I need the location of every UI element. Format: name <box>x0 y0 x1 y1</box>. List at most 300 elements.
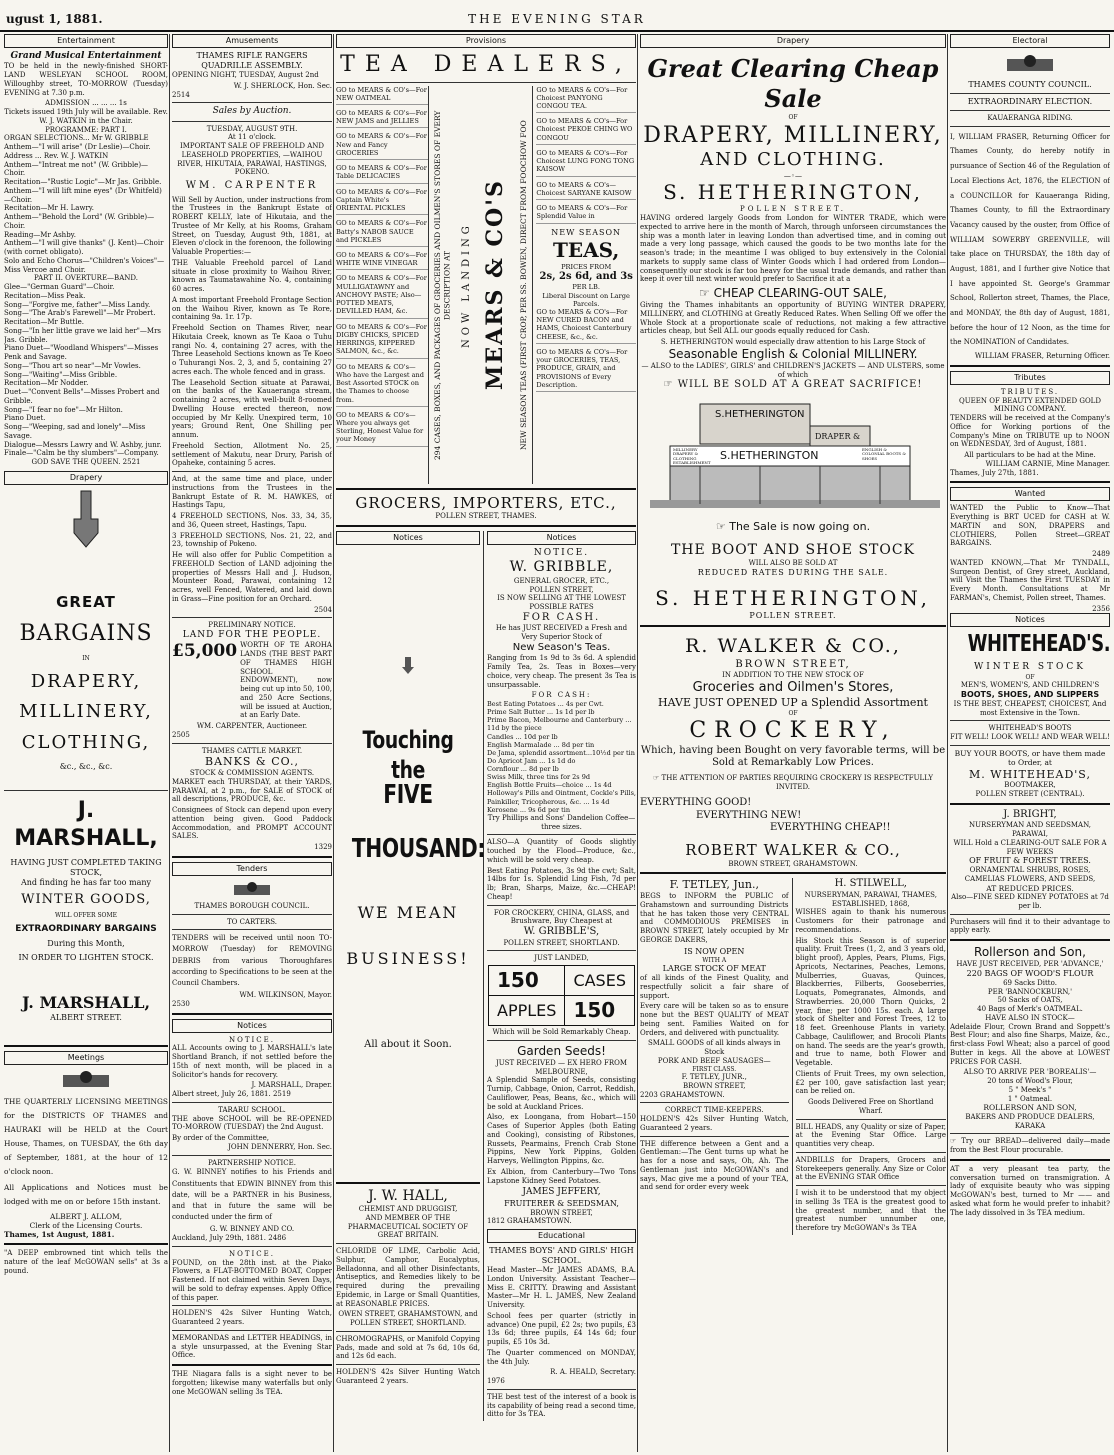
prices: 2s, 2s 6d, and 3s <box>539 270 633 282</box>
section-header: Drapery <box>640 34 946 48</box>
carp-body2: THE Valuable Freehold parcel of Land situate in close proximity to Waihou River, known as Taumatawahine No. 4, containing 60 acres. <box>172 258 332 293</box>
boot-sub2: REDUCED RATES DURING THE SALE. <box>697 567 889 577</box>
divider <box>950 720 1110 721</box>
boots-shoes: BOOTS, SHOES, AND SLIPPERS <box>960 689 1100 699</box>
drapery-heading: DRAPERY, <box>30 670 142 692</box>
hetherington: S. HETHERINGTON, <box>663 180 923 205</box>
divider <box>336 82 636 83</box>
mears-item: GO to MEARS & CO's—Who have the Largest and Best Assorted STOCK on the Thames to choose from. <box>336 363 428 407</box>
tetley-sig: F. TETLEY, JUNR., <box>681 1073 747 1081</box>
we-mean: WE MEAN <box>357 903 459 922</box>
best-test: THE best test of the interest of a book is its capability of being read a second time, ditto for 3s TEA. <box>487 1392 636 1419</box>
five: FIVE <box>383 780 433 810</box>
sacrifice: ☞ WILL BE SOLD AT A GREAT SACRIFICE! <box>663 379 923 391</box>
divider <box>172 1102 332 1103</box>
trib-body2: All particulars to be had at the Mine. <box>964 451 1096 460</box>
tetley-ad <box>640 878 793 1235</box>
dandelion-coffee: Try Phillips and Sons' Dandelion Coffee—three sizes. <box>487 813 636 831</box>
m-whiteheads: M. WHITEHEAD'S, <box>969 767 1091 781</box>
mears-item: GO to MEARS & CO's—For NEW JAMS and JELLIES <box>336 109 428 128</box>
opened: HAVE JUST OPENED UP a Splendid Assortment <box>658 696 928 709</box>
auction-date: TUESDAY, AUGUST 9TH. <box>206 124 298 133</box>
meetings-body: THE QUARTERLY LICENSING MEETINGS for the DISTRICTS OF THAMES and HAURAKI will be HELD at the Court House, Thames, on TUESDAY, the 6th day of September, 1881, at the hour of 12 o'clock noon. <box>4 1097 168 1177</box>
fraser-body: I, WILLIAM FRASER, Returning Officer for Thames County, do hereby notify in pursuance of Section 46 of the Regulation of Local Elections Act, 1876, the ELECTION of a COUNCILLOR for Kauaeranga Riding, Thames County, to fill the Extraordinary Vacancy caused by the ouster, from Office of WILLIAM SOWERBY GREENVILLE, will take place on THURSDAY, the 18th day of August, 1881, and I further give Notice that I have appointed St. George's Grammar School, Rollerton street, Thames, the Place, and MONDAY, the 8th day of August, 1881, before the hour of 12 Noon, as the time for the NOMINATION of Candidates. <box>950 132 1110 347</box>
bright-heading: J. BRIGHT, <box>1003 808 1057 820</box>
divider <box>336 1182 480 1184</box>
apples-table <box>488 965 635 1026</box>
in-stock: HAVE ALSO IN STOCK— <box>985 1013 1075 1022</box>
oatmeal: 40 Bags of Merk's OATMEAL. <box>977 1005 1083 1014</box>
vert-text-4: NEW SEASON TEAS (FIRST CROP, PER SS. BOWEN, DIRECT FROM FOOCHOW FOO <box>518 119 528 450</box>
pollen-street-2: POLLEN STREET. <box>749 610 837 620</box>
everything-good: EVERYTHING GOOD! <box>640 797 752 809</box>
programme-part2: Glee—"German Guard"—Choir. Recitation—Miss Peak. Song—"Forgive me, father"—Miss Landy. Song—"The Arab's Farewell"—Mr Probert. Recitation—Mr Buttle. Song—"In her little grave we laid her"—Mrs Jas. Gribble. Piano Duet—"Woodland Whispers"—Misses Penk and Savage. Song—"Thou art so near"—Mr Vowles. Song—"Waiting"—Miss Gribble. Recitation—Mr Nodder. Duet—"Convent Bells"—Misses Probert and Gribble. Song—"I fear no foe"—Mr Hilton. Piano Duet. Song—"Weeping, sad and lonely"—Miss Savage. Dialogue—Messrs Lawry and W. Ashby, junr. Finale—"Calm be thy slumbers"—Company. <box>4 283 162 458</box>
gribble-address: POLLEN STREET, <box>529 585 594 594</box>
bootmaker: BOOTMAKER, <box>1004 781 1056 790</box>
seeds-body2: A Splendid Sample of Seeds, consisting Turnip, Cabbage, Onion, Carrot, Reddish, Cauliflower, Peas, Beans, &c., which will be sold at Auckland Prices. <box>487 1076 636 1111</box>
wanted-1: WANTED the Public to Know—That Everything is BRT UCED for CASH at W. MARTIN and SON, DRAPERS and CLOTHIERS, Pollen Street—GREAT BARGAINS. <box>950 504 1110 548</box>
karaka: KARAKA <box>1014 1121 1046 1130</box>
section-header: Notices <box>172 1019 332 1033</box>
bannockburn: PER 'BANNOCKBURN,' <box>987 987 1073 996</box>
sign-top: S.HETHERINGTON <box>715 408 805 420</box>
divider <box>950 126 1110 127</box>
section-header: Wanted <box>950 487 1110 501</box>
holden-watch-3: HOLDEN'S 42s Silver Hunting Watch, Guaranteed 2 years. <box>640 1115 789 1132</box>
section-header: Tenders <box>172 862 332 876</box>
divider <box>172 743 332 744</box>
banks-co: BANKS & CO., <box>205 755 299 769</box>
divider <box>172 121 332 122</box>
new-season: NEW SEASON <box>551 227 622 237</box>
divider <box>487 1389 636 1390</box>
table-cell: APPLES <box>489 996 565 1026</box>
column-rule <box>947 34 948 1452</box>
chromographs: CHROMOGRAPHS, or Manifold Copying Pads, made and sold at 7s 6d, 10s 6d, and 12s 6d each. <box>336 1334 480 1361</box>
auction-time: At 11 o'clock. <box>227 133 276 142</box>
tararu-by: By order of the Committee, <box>172 1134 270 1143</box>
gribble-notice: NOTICE. <box>533 548 590 558</box>
high-school: THAMES BOYS' AND GIRLS' HIGH SCHOOL. <box>489 1246 634 1265</box>
robert-walker: ROBERT WALKER & CO., <box>685 840 901 859</box>
touching-the: Touching the <box>362 726 454 784</box>
fraser-sig: WILLIAM FRASER, Returning Officer. <box>974 352 1110 361</box>
pollen-street: POLLEN STREET, THAMES. <box>435 512 537 521</box>
bread: ☞ Try our BREAD—delivered daily—made from the Best Flour procurable. <box>950 1137 1110 1155</box>
divider <box>172 1013 332 1015</box>
hall-sub2: AND MEMBER OF THE PHARMACEUTICAL SOCIETY OF GREAT BRITAIN. <box>347 1213 469 1240</box>
god-save-queen: GOD SAVE THE QUEEN. 2521 <box>31 458 141 466</box>
hand-icon: ☞ <box>950 1137 962 1146</box>
clothing-heading: CLOTHING, <box>21 731 151 753</box>
mears-item: GO to MEARS & CO's—For your GROCERIES, TEAS, PRODUCE, GRAIN, and PROVISIONS of Every Description. <box>536 348 636 392</box>
arrive-3: 1 " Oatmeal. <box>1007 1094 1053 1103</box>
fruit-trees: OF FRUIT & FOREST TREES. <box>969 856 1091 866</box>
bright-body: WILL Hold a CLEARING-OUT SALE FOR A FEW WEEKS <box>953 838 1107 856</box>
mears-item: GO to MEARS & CO's—For Choicest PANYONG CONGOU TEA. <box>536 86 636 114</box>
tararu-school: TARARU SCHOOL. <box>218 1105 286 1114</box>
carp-body10: He will also offer for Public Competition a FREEHOLD Section of LAND adjoining the properties of Messrs Hall and J. Hudson, Mounteer Road, Parawai, containing 12 acres, well Fenced, Watered, and laid down in Grass—Fine position for an Orchard. <box>172 551 332 603</box>
gribble-sub: GENERAL GROCER, ETC., <box>513 576 610 585</box>
mears-left-list <box>336 86 428 484</box>
section-header: Provisions <box>336 34 636 48</box>
divider <box>950 365 1110 367</box>
tetley-body3: Every care will be taken so as to ensure none but the BEST QUALITY of MEAT being sent. Families Waited on for Orders, and delivered with punctuality. <box>640 1002 789 1037</box>
sign-right: ENGLISH & COLONIAL BOOTS & SHOES <box>862 446 906 461</box>
carp-number: 2504 <box>314 605 332 614</box>
flour-69: 69 Sacks Ditto. <box>1003 978 1057 987</box>
divider <box>950 914 1110 915</box>
partner-body: G. W. BINNEY notifies to his Friends and Constituents that EDWIN BINNEY from this date, will be a PARTNER in his Business, and that in future the same will be conducted under the firm of <box>172 1168 332 1222</box>
store-illustration <box>640 396 946 516</box>
column-5 <box>950 34 1110 1452</box>
school-number: 1976 <box>487 1377 505 1385</box>
flood-goods: ALSO—A Quantity of Goods slightly touched by the Flood—Produce, &c., which will be sold very cheap. <box>487 838 636 864</box>
notice-heading: NOTICE. <box>229 1035 275 1044</box>
thousand: THOUSAND: <box>351 834 486 864</box>
school-fees: School fees per quarter (strictly in advance) One pupil, £2 2s; two pupils, £3 13s 6d; three pupils, £4 14s 6d; four pupils, £5 10s 3d. <box>487 1311 636 1346</box>
column-rule <box>637 34 638 1452</box>
divider <box>796 1152 946 1153</box>
carp-body8: 4 FREEHOLD SECTIONS, Nos. 33, 34, 35, and 36, Queen street, Hastings, Tapu. <box>172 512 332 529</box>
mears-banner <box>428 86 534 484</box>
divider <box>172 914 332 915</box>
fit-well: FIT WELL! LOOK WELL! AND WEAR WELL! <box>950 733 1110 742</box>
hetherington-2: S. HETHERINGTON, <box>655 585 931 610</box>
partner-date: Auckland, July 29th, 1881. 2486 <box>172 1234 287 1243</box>
heth-body2: Giving the Thames inhabitants an opportunity of BUYING WINTER DRAPERY, MILLINERY, and CLOTHING at Greatly Reduced Rates. When Selling Off we offer the Whole Stock at a proportionate scale of reductions, not making a few attractive articles cheap, but Sell ALL our goods equally reduced for Cash. <box>640 301 946 336</box>
divider <box>172 102 332 103</box>
mens-womens: MEN'S, WOMEN'S, AND CHILDREN'S <box>960 681 1100 690</box>
section-header: Educational <box>487 1229 636 1243</box>
price-list: Best Eating Potatoes ... 4s per Cwt. Prime Salt Butter ... 1s 1d per lb Prime Bacon, Melbourne and Canterbury ... 11d by the piece Candles ... 10d per lb English Marmalade ... 8d per tin De Jama, splendid assortment...10½d per tin Do Apricot Jam ... 1s 1d do Cornflour ... 8d per lb Swiss Milk, three tins for 2s 9d English Bottle Fruits—choice ... 1s 4d Holloway's Pills and Ointment, Cockle's Pills, Painkiller, Tricopherous, &c. ... 1s 4d Kerosene ... 9s 6d per tin <box>487 700 636 814</box>
gribbles-address: POLLEN STREET, SHORTLAND. <box>503 938 620 947</box>
handbills: ANDBILLS for Drapers, Grocers and Storekeepers generally. Any Size or Color at the EVENING STAR Office <box>795 1155 946 1182</box>
divider <box>640 625 946 627</box>
pointing-hand-icon <box>66 489 106 549</box>
rollerson-sig: ROLLERSON AND SON, <box>983 1103 1077 1113</box>
hand-icon: ☞ <box>715 519 730 533</box>
important-sale: IMPORTANT SALE OF FREEHOLD AND LEASEHOLD PROPERTIES, —WAIHOU RIVER, HIKUTAIA, PARAWAI, HASTINGS, POKENO. <box>177 142 327 177</box>
section-header: Electoral <box>950 34 1110 48</box>
of-text: OF <box>788 114 798 121</box>
heth-body: HAVING ordered largely Goods from London for WINTER TRADE, which were expected to arrive here in the month of March, through unforseen circumstances the ship was a month later in leaving London than advertised time, and in coming out made a very long passage, which caused the goods to be two months late for the season's trade; in the meantime I was obliged to buy extensively in the Colonial markets to supply same class of Winter Goods which I had ordered from London—consequently our stock is far too heavy for the usual trade demands, and rather than keep it over till next winter would prefer to Sacrifice it at a <box>640 214 946 284</box>
walker-heading: R. WALKER & CO., <box>685 634 901 657</box>
marshall-body2: And finding he has far too many <box>20 878 152 887</box>
albert-street: ALBERT STREET. <box>50 1013 122 1022</box>
rollerson-sub: BAKERS AND PRODUCE DEALERS, <box>965 1112 1095 1121</box>
divider <box>336 525 636 527</box>
hand-icon: ☞ <box>699 286 714 300</box>
wilkinson-sig: WM. WILKINSON, Mayor. <box>239 991 332 1000</box>
flood-prices: Best Eating Potatoes, 3s 9d the cwt; Salt, 14lbs for 1s. Splendid Ling Fish, 7d per lb; Bran, Sharps, Maize, &c.—CHEAP! Cheap! <box>487 866 636 901</box>
rollerson-heading: Rollerson and Son, <box>974 945 1086 960</box>
stilwell-body: WISHES again to thank his numerous Customers for their patronage and recommendations. <box>795 908 946 934</box>
wanted-2: WANTED KNOWN,—That Mr TYNDALL, Surgeon Dentist, of Grey street, Auckland, will Visit the Thames the First TUESDAY in Every Month. Consultations at Mr FARMAN's, Chemist, Pollen street, Thames. <box>950 558 1110 602</box>
vert-mears: MEARS & CO'S <box>482 179 509 390</box>
masthead-title: THE EVENING STAR <box>468 12 646 26</box>
for-cash: FOR CASH. <box>522 611 601 623</box>
wanted-1-number: 2489 <box>1092 550 1110 559</box>
carpenter: WM. CARPENTER <box>185 180 319 191</box>
notice-date: Albert street, July 26, 1881. 2519 <box>172 1090 291 1099</box>
section-header: Tributes <box>950 371 1110 385</box>
new-season-teas: New Season's Teas. <box>512 641 611 653</box>
with-a: WITH A <box>702 956 727 964</box>
tararu-body: THE above SCHOOL will be RE-OPENED TO-MORROW (TUESDAY) the 2nd August. <box>172 1114 332 1132</box>
seeds-body: JUST RECEIVED — EX HERO FROM MELBOURNE, <box>495 1058 628 1076</box>
tararu-sig: JOHN DENNERRY, Hon. Sec. <box>228 1142 332 1151</box>
bargains-heading: BARGAINS <box>19 620 153 646</box>
concert-title: Grand Musical Entertainment <box>10 51 162 61</box>
brown-street: BROWN STREET, <box>735 658 851 670</box>
prelim-notice: PRELIMINARY NOTICE. <box>208 621 296 630</box>
five-thousand-pounds: £5,000 <box>172 641 238 662</box>
borough-council: THAMES BOROUGH COUNCIL. <box>194 901 310 910</box>
sold-cheap: Which will be Sold Remarkably Cheap. <box>492 1028 631 1036</box>
tetley-address: BROWN STREET, <box>682 1081 746 1090</box>
mears-item: GO to MEARS & CO's—For Batty's NABOB SAUCE and PICKLES <box>336 219 428 247</box>
programme-header: PROGRAMME: PART I. <box>45 125 127 134</box>
whiteheads-heading: WHITEHEAD'S. <box>967 631 1110 658</box>
divider <box>950 745 1110 746</box>
mears-item: GO to MEARS & CO's—Choicest SARYANE KAISOW <box>536 181 636 200</box>
all-about-it: All about it Soon. <box>364 1039 452 1050</box>
pounds-body: WORTH OF TE AROHA LANDS (THE BEST PART OF THAMES HIGH SCHOOL ENDOWMENT), now being cut up into 50, 100, and 250 Acre Sections, will be issued at Auction, at an Early Date. <box>240 641 332 720</box>
tetley-body2: of all kinds of the Finest Quality, and respectfully solicit a fair share of support. <box>640 974 789 1000</box>
flour-220: 220 BAGS OF WOOD'S FLOUR <box>966 968 1094 978</box>
found-body: FOUND, on the 28th inst. at the Piako Flowers, a FLAT-BOTTOMED BOAT, Copper Fastened. If not claimed within Seven Days, will be sold to defray expenses. Apply Office of this paper. <box>172 1258 332 1302</box>
now-open: IS NOW OPEN <box>684 946 745 956</box>
jeffery-number: 1812 GRAHAMSTOWN. <box>487 1217 572 1226</box>
queen-beauty: QUEEN OF BEAUTY EXTENDED GOLD MINING COMPANY. <box>959 396 1101 414</box>
carp-body7: And, at the same time and place, under instructions from the Trustees in the Bankrupt Estate of R. M. HAWKES, of Hastings Tapu, <box>172 475 332 510</box>
crest-icon <box>1005 52 1055 76</box>
just-landed: JUST LANDED, <box>534 954 589 963</box>
rifle-number: 2514 <box>172 90 190 99</box>
boot-sub: WILL ALSO BE SOLD AT <box>748 559 838 567</box>
in-text: IN <box>82 655 90 662</box>
divider <box>172 1246 332 1247</box>
mears-item: GO to MEARS & CO's—For MULLIGATAWNY and ANCHOVY PASTE; Also—POTTED MEATS, DEVILLED HAM, &c. <box>336 274 428 318</box>
gribble-body3: Ranging from 1s 9d to 3s 6d. A splendid Family Tea, 2s. Teas in Boxes—very choice, very cheap. The present 3s Tea is unsurpassable. <box>487 654 636 689</box>
sign-draper: DRAPER & <box>815 431 861 441</box>
jeffery-address: BROWN STREET, <box>530 1208 593 1217</box>
everything-new: EVERYTHING NEW! <box>696 809 802 821</box>
great-clearing-sale: Great Clearing Cheap Sale <box>647 54 939 113</box>
section-header: Notices <box>950 613 1110 627</box>
stilwell-body3: Clients of Fruit Trees, my own selection, £2 per 100, gave satisfaction last year; can be relied on. <box>795 1069 946 1096</box>
holden-watch: HOLDEN'S 42s Silver Hunting Watch, Guaranteed 2 years. <box>172 1309 332 1327</box>
trib-date: Thames, July 27th, 1881. <box>950 468 1039 477</box>
tickets: Tickets issued 19th July will be available. Rev. W. J. WATKIN in the Chair. <box>4 108 168 125</box>
partnership-notice: PARTNERSHIP NOTICE. <box>207 1158 297 1167</box>
divider <box>796 1119 946 1120</box>
oats: 50 Sacks of OATS, <box>997 996 1063 1005</box>
cattle-market: THAMES CATTLE MARKET. <box>201 746 303 755</box>
carp-body3: A most important Freehold Frontage Section on the Waihou River, known as Te Rore, containing 9a. 1r. 17p. <box>172 295 332 322</box>
divider <box>4 790 168 791</box>
tetley-body: BEGS to INFORM the PUBLIC of Grahamstown and surrounding Districts that he has taken those very CENTRAL and COMMODIOUS PREMISES in BROWN STREET, lately occupied by Mr GEORGE DAKERS, <box>640 892 789 944</box>
cheap-clearing-out: ☞ CHEAP CLEARING-OUT SALE, <box>699 286 887 300</box>
school-body: Head Master—Mr JAMES ADAMS, B.A. London University. Assistant Teacher—Miss E. CRITTY. Drawing and Assistant Master—Mr H. L. JAMES, New Zealand University. <box>487 1266 636 1309</box>
divider <box>950 803 1110 805</box>
section-header: Entertainment <box>4 34 168 48</box>
rifle-body: OPENING NIGHT, TUESDAY, August 2nd <box>172 71 319 79</box>
divider <box>950 1133 1110 1134</box>
crest-icon <box>61 1069 111 1091</box>
rifle-rangers: THAMES RIFLE RANGERS QUADRILLE ASSEMBLY. <box>196 51 308 70</box>
pork-sausages: PORK AND BEEF SAUSAGES— <box>657 1056 771 1065</box>
section-header: Notices <box>487 531 636 545</box>
divider <box>796 1185 946 1186</box>
etc-text: &c., &c., &c. <box>59 762 113 771</box>
divider <box>640 872 946 874</box>
stilwell-ad <box>793 878 946 1235</box>
tributes: TRIBUTES. <box>1000 387 1060 396</box>
table-cell: CASES <box>565 966 635 996</box>
heald-sig: R. A. HEALD, Secretary. <box>550 1368 636 1377</box>
heth-body3: S. HETHERINGTON would especially draw attention to his Large Stock of <box>660 338 926 346</box>
per-lb: PER LB. <box>572 283 600 292</box>
stock-body: Adelaide Flour, Crown Brand and Soppett's Best Flour; and also fine Sharps, Maize, &c., first-class Fowl Wheat; also a parcel of good Butter in kegs. All the above at LOWEST PRICES FOR CASH. <box>950 1022 1110 1066</box>
crockery-buy: FOR CROCKERY, CHINA, GLASS, and Brushware, Buy Cheapest at <box>493 908 630 926</box>
hall-body: CHLORIDE OF LIME, Carbolic Acid, Sulphur, Camphor, Eucalyptus, Belladonna, and all other Disinfectants, Antiseptics, and Remedies likely to be required during the prevailing Epidemic, in Large or Small Quantities, at REASONABLE PRICES. <box>336 1247 480 1308</box>
mears-item: GO to MEARS & CO's—For DIGBY CHICKS, SPICED HERRINGS, KIPPERED SALMON, &c., &c. <box>336 323 428 359</box>
notice-sig: J. MARSHALL, Draper. <box>251 1081 332 1090</box>
winter-stock: WINTER STOCK <box>973 662 1087 673</box>
divider <box>4 1243 168 1245</box>
extraordinary-election: EXTRAORDINARY ELECTION. <box>967 97 1093 106</box>
banks-body: MARKET each THURSDAY, at their YARDS, PARAWAI, at 2 p.m., for SALE of STOCK of all descriptions, PRODUCE, &c. <box>172 777 332 804</box>
grocers-importers: GROCERS, IMPORTERS, ETC., <box>355 493 617 512</box>
mears-item: GO to MEARS & CO's—For New and Fancy GROCERIES <box>336 132 428 160</box>
divider <box>336 1331 480 1332</box>
tetley-number: 2203 GRAHAMSTOWN. <box>640 1090 725 1099</box>
prices-from: PRICES FROM <box>561 262 612 271</box>
mears-item: GO to MEARS & CO's—Where you always get Sterling, Honest Value for your Money <box>336 411 428 447</box>
mears-item: GO to MEARS & CO's—For Choicest PEKOE CHING WO CONGOU <box>536 117 636 145</box>
to-arrive: ALSO TO ARRIVE PER 'BOREALIS'— <box>963 1068 1097 1077</box>
millinery-heading: MILLINERY, <box>19 701 153 722</box>
mears-item: GO to MEARS & CO's—For WHITE WINE VINEGAR <box>336 251 428 270</box>
section-header: Notices <box>336 531 480 545</box>
column-1 <box>4 34 168 1452</box>
buy-boots: BUY YOUR BOOTS, or have them made to Order, at <box>954 748 1106 768</box>
liberal-discount: Liberal Discount on Large Parcels. <box>542 291 630 308</box>
stilwell-body2: His Stock this Season is of superior quality. Fruit Trees (1, 2, and 3 years old, blight proof), Apples, Pears, Plums, Figs, Apricots, Nectarines, Peaches, Lemons, Mulberries, Guavas, Quinces, Blackberries, Filberts, Gooseberries, Loquats, Pomegranates, Almonds, and Strawberries. 20,000 Thorn Quicks, 2 year, fine; per 1000 15s. each. A large stock of Shelter and Forest Trees, 12 to 18 feet. Greenhouse Plants in variety. Cabbage, Cauliflower, and Brocoli Plants on hand. The seeds are the year's growth, and true to name, both Flower and Vegetable. <box>795 936 946 1067</box>
of-text: OF <box>1025 673 1035 681</box>
hand-icon: ☞ <box>653 773 662 782</box>
great-heading: GREAT <box>56 592 116 611</box>
school-quarter: The Quarter commenced on MONDAY, the 4th July. <box>487 1348 636 1366</box>
sign-left: MILLINERY DRAPERY & CLOTHING ESTABLISHMENT <box>673 446 711 465</box>
reduced-prices: AT REDUCED PRICES. <box>986 883 1074 893</box>
sale-going-on: ☞ The Sale is now going on. <box>715 519 871 533</box>
gribble-heading: W. GRIBBLE, <box>509 559 614 576</box>
divider <box>950 1159 1110 1161</box>
just-received: HAVE JUST RECEIVED, PER 'ADVANCE,' <box>956 960 1104 969</box>
mears-item: GO to MEARS & CO's—For NEW OATMEAL <box>336 86 428 105</box>
divider <box>950 93 1110 94</box>
first-class: FIRST CLASS. <box>692 1065 737 1073</box>
hand-icon: ☞ <box>663 379 678 391</box>
masthead <box>0 0 1114 32</box>
whiteheads-boots: WHITEHEAD'S BOOTS <box>988 724 1072 733</box>
carp-body9: 3 FREEHOLD SECTIONS, Nos. 21, 22, and 23, township of Pokeno. <box>172 531 332 549</box>
allom-sig: ALBERT J. ALLOM, <box>49 1211 122 1221</box>
hall-address: OWEN STREET, GRAHAMSTOWN, and POLLEN STREET, SHORTLAND. <box>338 1310 478 1327</box>
bill-heads: BILL HEADS, any Quality or size of Paper, at the Evening Star Office. Large quantities very cheap. <box>795 1122 946 1148</box>
mears-item: GO to MEARS & CO's—For NEW CURED BACON and HAMS, Choicest Canterbury CHEESE, &c., &c. <box>536 308 636 344</box>
purchasers: Purchasers will find it to their advantage to apply early. <box>950 917 1110 935</box>
divider <box>336 1243 480 1244</box>
large-stock: LARGE STOCK OF MEAT <box>662 964 766 973</box>
to-carters: TO CARTERS. <box>226 917 277 926</box>
clerk: Clerk of the Licensing Courts. <box>29 1220 143 1230</box>
mears-item: GO to MEARS & CO's—For Splendid Value in <box>536 204 636 223</box>
section-header: Drapery <box>4 471 168 485</box>
notice2-heading: NOTICE. <box>229 1249 275 1258</box>
pollen-central: POLLEN STREET (CENTRAL). <box>975 790 1085 799</box>
memorandas: MEMORANDAS and LETTER HEADINGS, in a style unsurpassed, at the Evening Star Office. <box>172 1333 332 1360</box>
gribbles: W. GRIBBLE'S, <box>523 926 600 937</box>
mears-item: GO to MEARS & CO's—For Choicest LUNG FONG TONG KAISOW <box>536 149 636 177</box>
sign-main: S.HETHERINGTON <box>720 448 819 462</box>
walker-address: BROWN STREET, GRAHAMSTOWN. <box>728 859 858 868</box>
divider <box>172 856 332 858</box>
addition: IN ADDITION TO THE NEW STOCK OF <box>722 671 864 679</box>
of-text-2: OF <box>788 709 798 717</box>
arrive-2: 5 " Meek's " <box>1008 1085 1052 1094</box>
carp-body5: The Leasehold Section situate at Parawai, on the banks of the Kauaeranga stream, containing 2 acres, with well-built 8-roomed Dwelling House erected thereon, now occupied by Mr Kelly. Unexpired term, 10 years; Ground Rent, One Shilling per annum. <box>172 378 332 439</box>
and-clothing: AND CLOTHING. <box>700 149 886 170</box>
teas-heading: TEAS, <box>553 237 620 262</box>
divider <box>4 1045 168 1047</box>
divider <box>487 905 636 906</box>
holden-watch-2: HOLDEN'S 42s Silver Hunting Watch Guaranteed 2 years. <box>336 1368 480 1385</box>
boot-shoe-stock: THE BOOT AND SHOE STOCK <box>670 541 916 558</box>
jeffery-sub: FRUITERER & SEEDSMAN, <box>504 1198 619 1208</box>
extraordinary-bargains: EXTRAORDINARY BARGAINS <box>15 923 157 934</box>
divider <box>487 950 636 951</box>
will-offer: WILL OFFER SOME <box>54 912 117 920</box>
column-2 <box>172 34 332 1452</box>
divider <box>640 1136 789 1137</box>
notices-right <box>484 531 636 1421</box>
this-month: During this Month, <box>47 939 125 948</box>
bright-sub: NURSERYMAN AND SEEDSMAN, PARAWAI, <box>968 821 1091 839</box>
kauaeranga-riding: KAUAERANGA RIDING. <box>987 114 1073 122</box>
tea-party: AT a very pleasant tea party, the conversation turned on transmigration. A lady of exquisite beauty who was sipping McGOWAN's best, turned to Mr —— and asked what form he would prefer to inhabit? The lady dissolved in 3s TEA medium. <box>950 1164 1110 1217</box>
hall-sub: CHEMIST AND DRUGGIST, <box>358 1205 458 1213</box>
for-cash-2: FOR CASH: <box>531 691 592 700</box>
banks-number: 1329 <box>314 843 332 851</box>
section-header: Meetings <box>4 1051 168 1065</box>
divider <box>172 929 332 930</box>
stilwell-sub: NURSERYMAN, PARAWAI, THAMES, ESTABLISHED, 1868, <box>804 890 937 908</box>
gribble-body2: He has JUST RECEIVED a Fresh and Very Superior Stock of <box>495 624 628 641</box>
business: BUSINESS! <box>346 949 470 968</box>
wish-quote: I wish it to be understood that my object in selling 3s TEA is the greatest good to the greatest number, and that the greatest number unnumber one, therefore try McGOWAN's 3s TEA <box>795 1189 946 1232</box>
column-rule <box>333 34 334 1452</box>
tender-number: 2530 <box>172 999 190 1008</box>
vert-text-1: 294 CASES, BOXES, AND PACKAGES OF GROCERIES AND OILMEN'S STORES OF EVERY DESCRIPTION AT <box>433 109 452 460</box>
drapery-millinery: DRAPERY, MILLINERY, <box>643 122 943 148</box>
lighten-stock: IN ORDER TO LIGHTEN STOCK. <box>18 953 154 962</box>
seed-potatoes: Also—FINE SEED KIDNEY POTATOES at 7d per lb. <box>951 893 1109 910</box>
carp-sig: WM. CARPENTER, Auctioneer. <box>196 722 308 730</box>
